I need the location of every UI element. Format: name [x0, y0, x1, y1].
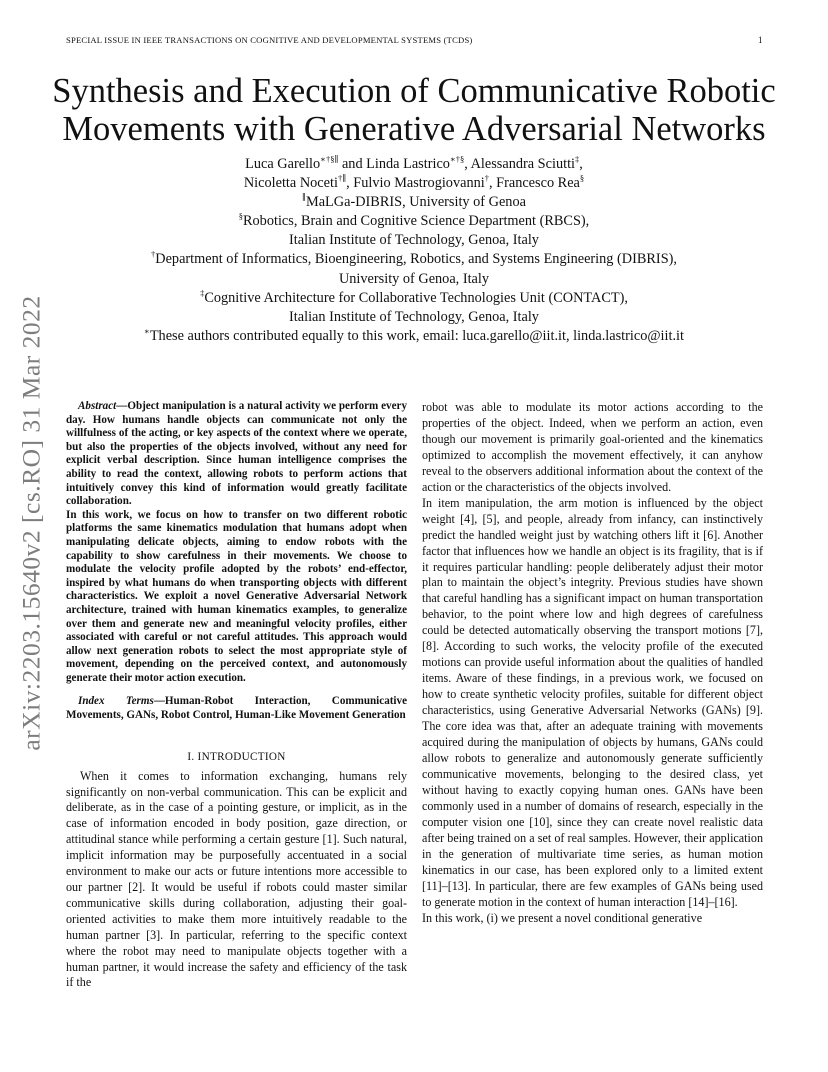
author-name: Luca Garello [245, 156, 321, 172]
author-line-1 [40, 155, 788, 174]
affiliation-mark: † [151, 249, 156, 260]
author-line-2 [40, 174, 788, 193]
body-paragraph-continued: robot was able to modulate its motor actions according to the properties of the object. Indeed, when we perform an action, even though our movement is primarily goal-oriented and the kinematics optimized to accomplish the movement effectively, it can anyhow reveal to the observers additional information about the context of the action or the characteristics of the objects involved. [422, 400, 763, 494]
affiliation-rbcs [40, 212, 788, 231]
affiliation-contact [40, 289, 788, 308]
affiliation-mark: ∥ [302, 192, 306, 203]
affiliation-mark: § [238, 211, 243, 222]
author-name: , Fulvio Mastrogiovanni [346, 175, 485, 192]
page-number: 1 [758, 35, 763, 45]
equal-contribution-note [40, 327, 788, 346]
note-text: These authors contributed equally to this work, email: luca.garello@iit.it, linda.lastrico@iit.it [149, 327, 684, 344]
author-separator: , [579, 156, 583, 172]
running-header: SPECIAL ISSUE IN IEEE TRANSACTIONS ON COGNITIVE AND DEVELOPMENTAL SYSTEMS (TCDS) [66, 35, 473, 45]
right-column [422, 400, 763, 926]
abstract-text: —Object manipulation is a natural activity we perform every day. How humans handle objects can communicate not only the willfulness of the acting, or key aspects of the context where we operate, but also the properties of the objects involved, without any need for explicit verbal description. Since human intelligence comprises the ability to read the context, allowing robots to perform actions that intuitively convey this kind of information would greatly facilitate collaboration. [66, 400, 407, 508]
body-paragraph: When it comes to information exchanging, humans rely significantly on non-verbal communication. This can be explicit and deliberate, as in the case of a pointing gesture, or implicit, as in the case of information encoded in body position, gaze direction, or attitudinal stance while performing a certain gesture [1]. Such natural, implicit information may be purposefully accentuated in a social environment to make our acts or future intentions more accessible to our partner [2]. It would be useful if robots could master similar communicative skills during collaboration, adjusting their goal-oriented activities to make them more intuitively readable to the human partner [3]. In particular, referring to the specific context where the robot may need to manipulate objects together with a human partner, it would increase the safety and efficiency of the task if the [66, 768, 407, 990]
affiliation-text: MaLGa-DIBRIS, University of Genoa [305, 194, 526, 211]
affiliation-iit: Italian Institute of Technology, Genoa, Italy [289, 308, 539, 325]
affiliation-marks: ∗†§∥ [320, 154, 339, 165]
left-column [66, 400, 407, 991]
affiliation-malga [40, 193, 788, 212]
author-block [40, 155, 788, 346]
affiliation-marks: † [484, 173, 489, 184]
affiliation-marks: § [579, 173, 585, 184]
section-heading-introduction: I. INTRODUCTION [187, 750, 286, 763]
index-terms [66, 695, 407, 722]
abstract-paragraph-1 [66, 400, 407, 509]
arxiv-identifier-text: arXiv:2203.15640v2 [cs.RO] 31 Mar 2022 [17, 295, 46, 751]
affiliation-marks: †∥ [337, 173, 347, 184]
affiliation-mark: ∗ [144, 326, 150, 337]
index-terms-label: Index Terms [78, 695, 154, 708]
body-paragraph: In this work, (i) we present a novel conditional generative [422, 910, 703, 925]
author-name: Nicoletta Noceti [243, 175, 338, 192]
affiliation-text: Robotics, Brain and Cognitive Science Department (RBCS), [243, 213, 590, 230]
paper-title: Synthesis and Execution of Communicative Robotic Movements with Generative Adversarial Networks [52, 72, 776, 148]
author-name: , Alessandra Sciutti [464, 156, 576, 172]
index-terms-text: —Human-Robot Interaction, Communicative Movements, GANs, Robot Control, Human-Like Movement Generation [66, 695, 407, 722]
affiliation-text: Cognitive Architecture for Collaborative Technologies Unit (CONTACT), [204, 289, 628, 306]
arxiv-identifier-stamp[interactable] [10, 288, 54, 758]
body-paragraph: In item manipulation, the arm motion is influenced by the object weight [4], [5], and people, already from infancy, can instinctively predict the handled weight just by watching others lift it [6]. Another factor that influences how we handle an object is its fragility, that is if it requires particular handling: people deliberately adjust their motor plan to maintain the object’s integrity. Previous studies have shown that careful handling has a significant impact on human transportation behavior, to the point where low and high degrees of carefulness could be detected automatically observing the transport motions [7], [8]. According to such works, the velocity profile of the executed motions can provide useful information about the qualities of handled items. Aware of these findings, in a previous work, we focused on how to create synthetic velocity profiles, suitable for different object characteristics, using Generative Adversarial Networks (GANs) [9]. The core idea was that, after an adequate training with movements acquired during the manipulation of objects by humans, GANs could allow robots to generalize and autonomously generate sufficiently communicative movements, belonging to the desired class, yet without having to exactly copying human ones. GANs have been commonly used in a number of domains of research, especially in the computer vision one [10], since they can create novel realistic data after being trained on a set of real samples. However, their application in the generation of multivariate time series, as human motion kinematics in our case, has been explored only to a limited extent [11]–[13]. In particular, there are few examples of GANs being used to generate motion in the context of human interaction [14]–[16]. [422, 495, 763, 909]
abstract-label: Abstract [78, 400, 117, 412]
affiliation-mark: ‡ [200, 287, 205, 298]
author-name: and Linda Lastrico [338, 156, 450, 172]
affiliation-marks: ∗†§ [449, 154, 465, 165]
affiliation-iit: Italian Institute of Technology, Genoa, Italy [289, 232, 539, 249]
affiliation-marks: ‡ [575, 154, 580, 165]
abstract-paragraph-2: In this work, we focus on how to transfer on two different robotic platforms the same kinematics modulation that humans adopt when manipulating delicate objects, aiming to endow robots with the capability to show carefulness in their movements. We choose to modulate the velocity profile adopted by the robots’ end-effector, inspired by what humans do when transporting objects with different characteristics. We exploit a novel Generative Adversarial Network architecture, trained with human kinematics examples, to generalize over them and generate new and meaningful velocity profiles, either associated with careful or not careful attitudes. This approach would allow next generation robots to select the most appropriate style of movement, depending on the perceived context, and autonomously generate their motor action execution. [66, 508, 407, 684]
affiliation-unige: University of Genoa, Italy [338, 270, 490, 287]
affiliation-text: Department of Informatics, Bioengineering, Robotics, and Systems Engineering (DIBRIS), [155, 251, 677, 268]
affiliation-dibris [40, 250, 788, 269]
author-name: , Francesco Rea [488, 175, 580, 192]
